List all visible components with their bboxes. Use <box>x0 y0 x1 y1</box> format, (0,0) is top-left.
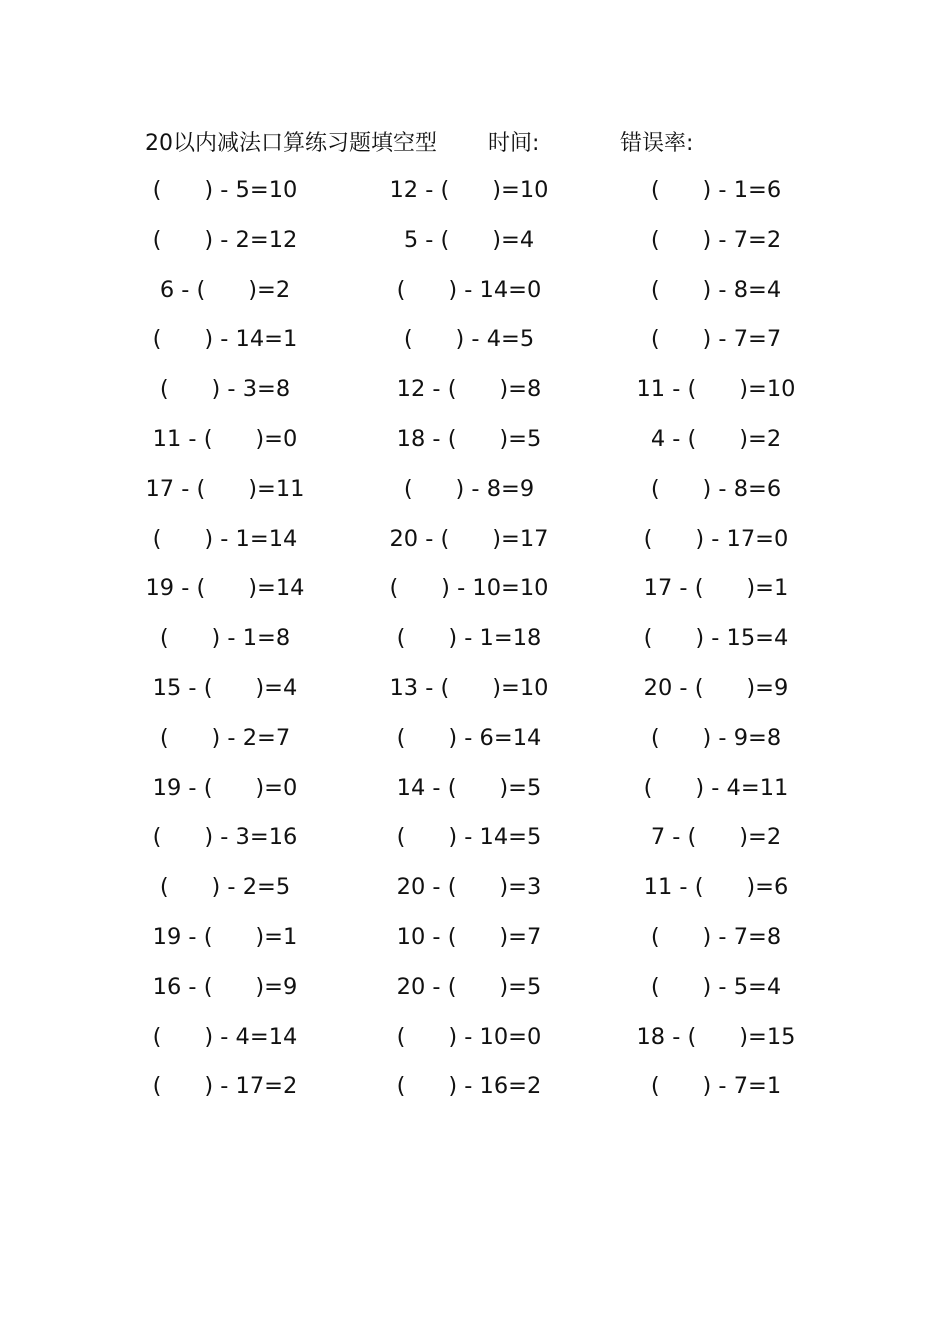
problem: 7 - ( )=2 <box>650 824 782 851</box>
problem: 16 - ( )=9 <box>152 973 298 1000</box>
problem-row <box>0 369 950 419</box>
problem-row <box>0 170 950 220</box>
problem: 11 - ( )=6 <box>643 874 789 901</box>
problem: ( ) - 14=5 <box>396 824 542 851</box>
problem: ( ) - 8=9 <box>403 475 535 502</box>
problem: ( ) - 3=8 <box>159 376 291 403</box>
problem: ( ) - 9=8 <box>650 724 782 751</box>
problem: ( ) - 1=14 <box>152 525 298 552</box>
problem: ( ) - 15=4 <box>643 625 789 652</box>
problem: 15 - ( )=4 <box>152 674 298 701</box>
problem-row <box>0 1017 950 1067</box>
problem: 11 - ( )=10 <box>636 376 796 403</box>
problem: ( ) - 3=16 <box>152 824 298 851</box>
problem: 10 - ( )=7 <box>396 923 542 950</box>
problem: ( ) - 8=4 <box>650 276 782 303</box>
problem: ( ) - 2=7 <box>159 724 291 751</box>
problem: 12 - ( )=10 <box>389 177 549 203</box>
problem: 19 - ( )=1 <box>152 923 298 950</box>
error-rate-label: 错误率: <box>620 131 694 156</box>
problem-row <box>0 967 950 1017</box>
problem-grid <box>0 170 950 1116</box>
problem: ( ) - 8=6 <box>650 475 782 502</box>
problem: ( ) - 1=18 <box>396 625 542 652</box>
problem: ( ) - 4=14 <box>152 1023 298 1050</box>
problem-row <box>0 718 950 768</box>
problem: ( ) - 7=2 <box>650 226 782 253</box>
problem-row <box>0 270 950 320</box>
problem-row <box>0 668 950 718</box>
problem: ( ) - 14=0 <box>396 276 542 303</box>
problem: 13 - ( )=10 <box>389 674 549 701</box>
problem: ( ) - 6=14 <box>396 724 542 751</box>
problem: 18 - ( )=15 <box>636 1023 796 1050</box>
problem: 5 - ( )=4 <box>403 226 535 253</box>
problem-row <box>0 568 950 618</box>
problem: 19 - ( )=0 <box>152 774 298 801</box>
problem: ( ) - 1=8 <box>159 625 291 652</box>
time-label: 时间: <box>488 131 540 156</box>
problem-row <box>0 419 950 469</box>
problem: 12 - ( )=8 <box>396 376 542 403</box>
problem-row <box>0 469 950 519</box>
problem: 18 - ( )=5 <box>396 425 542 452</box>
problem: 4 - ( )=2 <box>650 425 782 452</box>
problem: ( ) - 10=10 <box>389 575 549 602</box>
problem-row <box>0 319 950 369</box>
problem: ( ) - 7=1 <box>650 1073 782 1100</box>
problem: 17 - ( )=11 <box>145 475 305 502</box>
problem: ( ) - 10=0 <box>396 1023 542 1050</box>
problem: 11 - ( )=0 <box>152 425 298 452</box>
problem: 17 - ( )=1 <box>643 575 789 602</box>
worksheet-title: 20以内减法口算练习题填空型 <box>145 131 437 156</box>
worksheet-header <box>0 126 950 160</box>
problem: ( ) - 1=6 <box>650 177 782 203</box>
problem-row <box>0 519 950 569</box>
problem: ( ) - 2=12 <box>152 226 298 253</box>
problem: 19 - ( )=14 <box>145 575 305 602</box>
problem: ( ) - 17=2 <box>152 1073 298 1100</box>
problem: ( ) - 7=7 <box>650 326 782 353</box>
problem: ( ) - 14=1 <box>152 326 298 353</box>
problem-row <box>0 220 950 270</box>
problem: ( ) - 7=8 <box>650 923 782 950</box>
problem-row <box>0 867 950 917</box>
problem: ( ) - 4=5 <box>403 326 535 353</box>
problem: 20 - ( )=3 <box>396 874 542 901</box>
problem: ( ) - 2=5 <box>159 874 291 901</box>
problem: ( ) - 17=0 <box>643 525 789 552</box>
problem: ( ) - 5=10 <box>152 177 298 203</box>
problem-row <box>0 618 950 668</box>
problem: 20 - ( )=9 <box>643 674 789 701</box>
problem: 6 - ( )=2 <box>159 276 291 303</box>
problem: 20 - ( )=5 <box>396 973 542 1000</box>
problem-row <box>0 817 950 867</box>
problem-row <box>0 1066 950 1116</box>
problem: ( ) - 5=4 <box>650 973 782 1000</box>
problem: ( ) - 4=11 <box>643 774 789 801</box>
problem: 20 - ( )=17 <box>389 525 549 552</box>
problem: 14 - ( )=5 <box>396 774 542 801</box>
problem-row <box>0 917 950 967</box>
problem: ( ) - 16=2 <box>396 1073 542 1100</box>
problem-row <box>0 768 950 818</box>
